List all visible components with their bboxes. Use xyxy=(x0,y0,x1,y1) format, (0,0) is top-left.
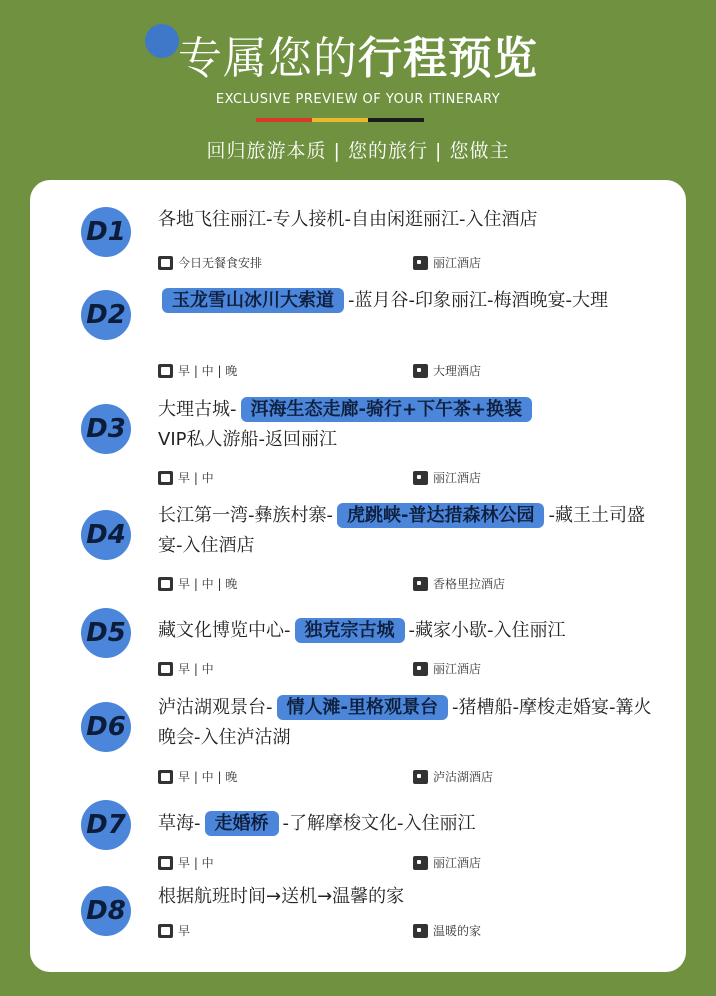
hotel-icon xyxy=(413,856,428,870)
route-highlight: 洱海生态走廊-骑行+下午茶+换装 xyxy=(241,397,533,422)
hotel-text: 泸沽湖酒店 xyxy=(433,770,494,784)
route-highlight: 玉龙雪山冰川大索道 xyxy=(162,288,344,313)
hotel-text: 大理酒店 xyxy=(433,364,482,378)
subtitle-english: EXCLUSIVE PREVIEW OF YOUR ITINERARY xyxy=(215,92,501,107)
route-text: VIP私人游船-返回丽江 xyxy=(158,429,337,450)
hotel-icon xyxy=(413,364,428,378)
day-route xyxy=(158,809,658,839)
hotel-info xyxy=(413,254,481,271)
route-text: 藏文化博览中心- xyxy=(158,620,291,641)
hotel-text: 丽江酒店 xyxy=(433,662,482,676)
day-route xyxy=(158,501,658,561)
day-route xyxy=(158,693,658,753)
hotel-text: 丽江酒店 xyxy=(433,856,482,870)
day-badge: D1 xyxy=(81,207,131,257)
stripe-black xyxy=(368,118,424,122)
day-badge: D3 xyxy=(81,404,131,454)
route-text: 泸沽湖观景台- xyxy=(158,697,273,718)
route-text: -蓝月谷-印象丽江-梅酒晚宴-大理 xyxy=(348,290,608,311)
route-highlight: 情人滩-里格观景台 xyxy=(277,695,448,720)
meal-info xyxy=(158,768,237,785)
meal-info xyxy=(158,254,262,271)
route-text: 大理古城- xyxy=(158,399,237,420)
route-text: -了解摩梭文化-入住丽江 xyxy=(282,813,476,834)
day-route xyxy=(158,882,658,912)
header xyxy=(0,0,716,180)
hotel-text: 丽江酒店 xyxy=(433,471,482,485)
meal-icon xyxy=(158,770,173,784)
hotel-icon xyxy=(413,471,428,485)
route-text: -藏王土司盛宴-入住酒店 xyxy=(158,505,645,556)
hotel-text: 香格里拉酒店 xyxy=(433,577,506,591)
day-badge: D8 xyxy=(81,886,131,936)
meal-info xyxy=(158,660,214,677)
hotel-icon xyxy=(413,770,428,784)
meal-info xyxy=(158,469,214,486)
tagline: 回归旅游本质 | 您的旅行 | 您做主 xyxy=(206,140,510,162)
route-text: -猪槽船-摩梭走婚宴-篝火晚会-入住泸沽湖 xyxy=(158,697,652,748)
meal-icon xyxy=(158,662,173,676)
hotel-info xyxy=(413,922,481,939)
hotel-icon xyxy=(413,662,428,676)
hotel-icon xyxy=(413,577,428,591)
meal-icon xyxy=(158,577,173,591)
meal-text: 早 | 中 | 晚 xyxy=(178,770,238,784)
day-badge: D2 xyxy=(81,290,131,340)
hotel-icon xyxy=(413,256,428,270)
hotel-info xyxy=(413,362,481,379)
day-badge: D7 xyxy=(81,800,131,850)
hotel-text: 温暖的家 xyxy=(433,924,482,938)
day-badge: D4 xyxy=(81,510,131,560)
route-text: 草海- xyxy=(158,813,201,834)
meal-icon xyxy=(158,364,173,378)
day-badge: D6 xyxy=(81,702,131,752)
title-bold: 行程预览 xyxy=(358,33,538,84)
meal-text: 早 | 中 xyxy=(178,662,214,676)
day-route xyxy=(158,395,658,455)
route-highlight: 虎跳峡-普达措森林公园 xyxy=(337,503,544,528)
meal-info xyxy=(158,854,214,871)
itinerary-card xyxy=(30,180,686,972)
title-light: 专属您的 xyxy=(178,33,358,84)
meal-text: 早 | 中 xyxy=(178,856,214,870)
meal-text: 早 | 中 xyxy=(178,471,214,485)
hotel-info xyxy=(413,660,481,677)
meal-icon xyxy=(158,924,173,938)
day-badge: D5 xyxy=(81,608,131,658)
stripe-red xyxy=(256,118,312,122)
hotel-info xyxy=(413,854,481,871)
day-route xyxy=(158,205,658,235)
meal-icon xyxy=(158,471,173,485)
meal-text: 今日无餐食安排 xyxy=(178,256,263,270)
route-text: 长江第一湾-彝族村寨- xyxy=(158,505,333,526)
hotel-icon xyxy=(413,924,428,938)
page-title xyxy=(0,22,716,86)
route-text: 根据航班时间→送机→温馨的家 xyxy=(158,886,405,907)
hotel-info xyxy=(413,469,481,486)
meal-text: 早 | 中 | 晚 xyxy=(178,364,238,378)
day-route xyxy=(158,286,658,316)
meal-icon xyxy=(158,256,173,270)
route-highlight: 独克宗古城 xyxy=(295,618,405,643)
meal-text: 早 xyxy=(178,924,191,938)
stripe-yellow xyxy=(312,118,368,122)
day-route xyxy=(158,616,658,646)
meal-info xyxy=(158,922,190,939)
meal-icon xyxy=(158,856,173,870)
hotel-text: 丽江酒店 xyxy=(433,256,482,270)
route-text: -藏家小歇-入住丽江 xyxy=(408,620,566,641)
hotel-info xyxy=(413,575,505,592)
hotel-info xyxy=(413,768,493,785)
meal-info xyxy=(158,575,237,592)
route-text: 各地飞往丽江-专人接机-自由闲逛丽江-入住酒店 xyxy=(158,209,538,230)
route-highlight: 走婚桥 xyxy=(205,811,279,836)
meal-text: 早 | 中 | 晚 xyxy=(178,577,238,591)
color-stripe xyxy=(256,118,424,122)
meal-info xyxy=(158,362,237,379)
